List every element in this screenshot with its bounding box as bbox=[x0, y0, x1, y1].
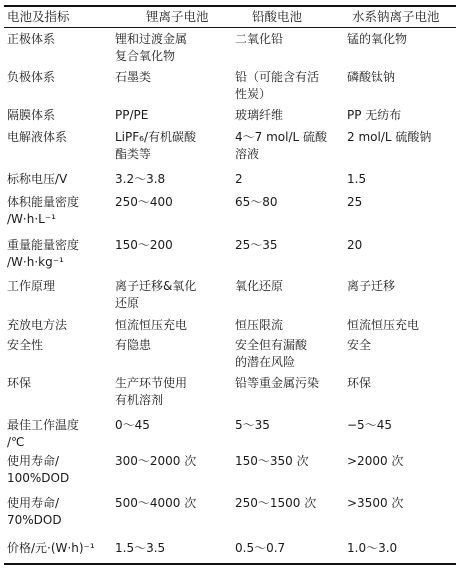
row-label: 电解液体系 bbox=[7, 130, 68, 144]
table-cell: 恒压限流 bbox=[235, 318, 284, 332]
row-label: 正极体系 bbox=[7, 32, 56, 46]
row-label: 负极体系 bbox=[7, 70, 56, 84]
table-cell: 铅等重金属污染 bbox=[235, 376, 320, 390]
table-cell: 氧化还原 bbox=[235, 279, 284, 293]
table-cell: 锂和过渡金属 bbox=[115, 32, 188, 46]
row-label: 使用寿命/ bbox=[7, 454, 60, 468]
row-label: 100%DOD bbox=[7, 471, 70, 485]
table-cell: 还原 bbox=[115, 296, 140, 310]
table-cell: 复合氧化物 bbox=[115, 49, 176, 63]
table-cell: 有隐患 bbox=[115, 338, 152, 352]
header-cell: 铅酸电池 bbox=[252, 9, 303, 24]
table-cell: 250～400 bbox=[115, 195, 173, 209]
table-cell: 1.5 bbox=[347, 172, 367, 186]
table-cell: 4～7 mol/L 硫酸 bbox=[235, 130, 327, 144]
table-cell: 250～1500 次 bbox=[235, 496, 317, 510]
table-cell: 环保 bbox=[347, 376, 372, 390]
table-top-rule bbox=[4, 5, 456, 7]
table-cell: 0.5～0.7 bbox=[235, 541, 286, 555]
row-label: 环保 bbox=[7, 376, 32, 390]
table-cell: −5～45 bbox=[347, 418, 392, 432]
row-label: 最佳工作温度 bbox=[7, 418, 80, 432]
table-cell: >3500 次 bbox=[347, 496, 404, 510]
table-cell: 离子迁移&氧化 bbox=[115, 279, 197, 293]
table-cell: 20 bbox=[347, 238, 363, 252]
table-cell: 1.0～3.0 bbox=[347, 541, 398, 555]
table-bottom-rule bbox=[4, 563, 456, 565]
table-cell: 生产环节使用 bbox=[115, 376, 188, 390]
table-cell: 500～4000 次 bbox=[115, 496, 197, 510]
table-cell: 2 mol/L 硫酸钠 bbox=[347, 130, 432, 144]
table-cell: 溶液 bbox=[235, 147, 260, 161]
row-label: /℃ bbox=[7, 435, 25, 449]
table-cell: 150～350 次 bbox=[235, 454, 309, 468]
table-cell: 性炭） bbox=[235, 87, 272, 101]
table-cell: 5～35 bbox=[235, 418, 270, 432]
row-label: /W·h·kg⁻¹ bbox=[7, 255, 64, 269]
table-cell: 的潜在风险 bbox=[235, 355, 296, 369]
table-cell: 有机溶剂 bbox=[115, 393, 164, 407]
table-cell: 安全但有漏酸 bbox=[235, 338, 308, 352]
header-cell: 锂离子电池 bbox=[146, 9, 209, 24]
table-cell: 二氧化铅 bbox=[235, 32, 284, 46]
table-cell: 锰的氧化物 bbox=[347, 32, 408, 46]
row-label: 充放电方法 bbox=[7, 318, 68, 332]
table-cell: 酯类等 bbox=[115, 147, 152, 161]
table-cell: 0～45 bbox=[115, 418, 150, 432]
table-cell: 1.5～3.5 bbox=[115, 541, 166, 555]
table-cell: 安全 bbox=[347, 338, 372, 352]
table-cell: LiPF₆/有机碳酸 bbox=[115, 130, 197, 144]
row-label: 隔膜体系 bbox=[7, 108, 56, 122]
table-cell: 65～80 bbox=[235, 195, 278, 209]
table-cell: 300～2000 次 bbox=[115, 454, 197, 468]
row-label: 标称电压/V bbox=[7, 172, 68, 186]
table-cell: 恒流恒压充电 bbox=[115, 318, 188, 332]
table-cell: 150～200 bbox=[115, 238, 173, 252]
table-cell: 铅（可能含有活 bbox=[235, 70, 320, 84]
table-cell: 25 bbox=[347, 195, 363, 209]
row-label: 使用寿命/ bbox=[7, 496, 60, 510]
row-label: 体积能量密度 bbox=[7, 195, 80, 209]
row-label: /W·h·L⁻¹ bbox=[7, 212, 56, 226]
row-label: 安全性 bbox=[7, 338, 44, 352]
table-cell: 玻璃纤维 bbox=[235, 108, 284, 122]
table-cell: 磷酸钛钠 bbox=[347, 70, 396, 84]
table-cell: 恒流恒压充电 bbox=[347, 318, 420, 332]
row-label: 价格/元·(W·h)⁻¹ bbox=[7, 541, 95, 555]
table-cell: 25～35 bbox=[235, 238, 278, 252]
header-cell: 电池及指标 bbox=[7, 9, 70, 24]
table-cell: PP/PE bbox=[115, 108, 149, 122]
table-cell: 3.2～3.8 bbox=[115, 172, 166, 186]
table-cell: PP 无纺布 bbox=[347, 108, 402, 122]
row-label: 工作原理 bbox=[7, 279, 56, 293]
header-cell: 水系钠离子电池 bbox=[352, 9, 440, 24]
header-rule bbox=[4, 27, 456, 28]
row-label: 重量能量密度 bbox=[7, 238, 80, 252]
table-cell: 离子迁移 bbox=[347, 279, 396, 293]
table-cell: 石墨类 bbox=[115, 70, 152, 84]
row-label: 70%DOD bbox=[7, 513, 62, 527]
table-cell: 2 bbox=[235, 172, 243, 186]
table-cell: >2000 次 bbox=[347, 454, 404, 468]
